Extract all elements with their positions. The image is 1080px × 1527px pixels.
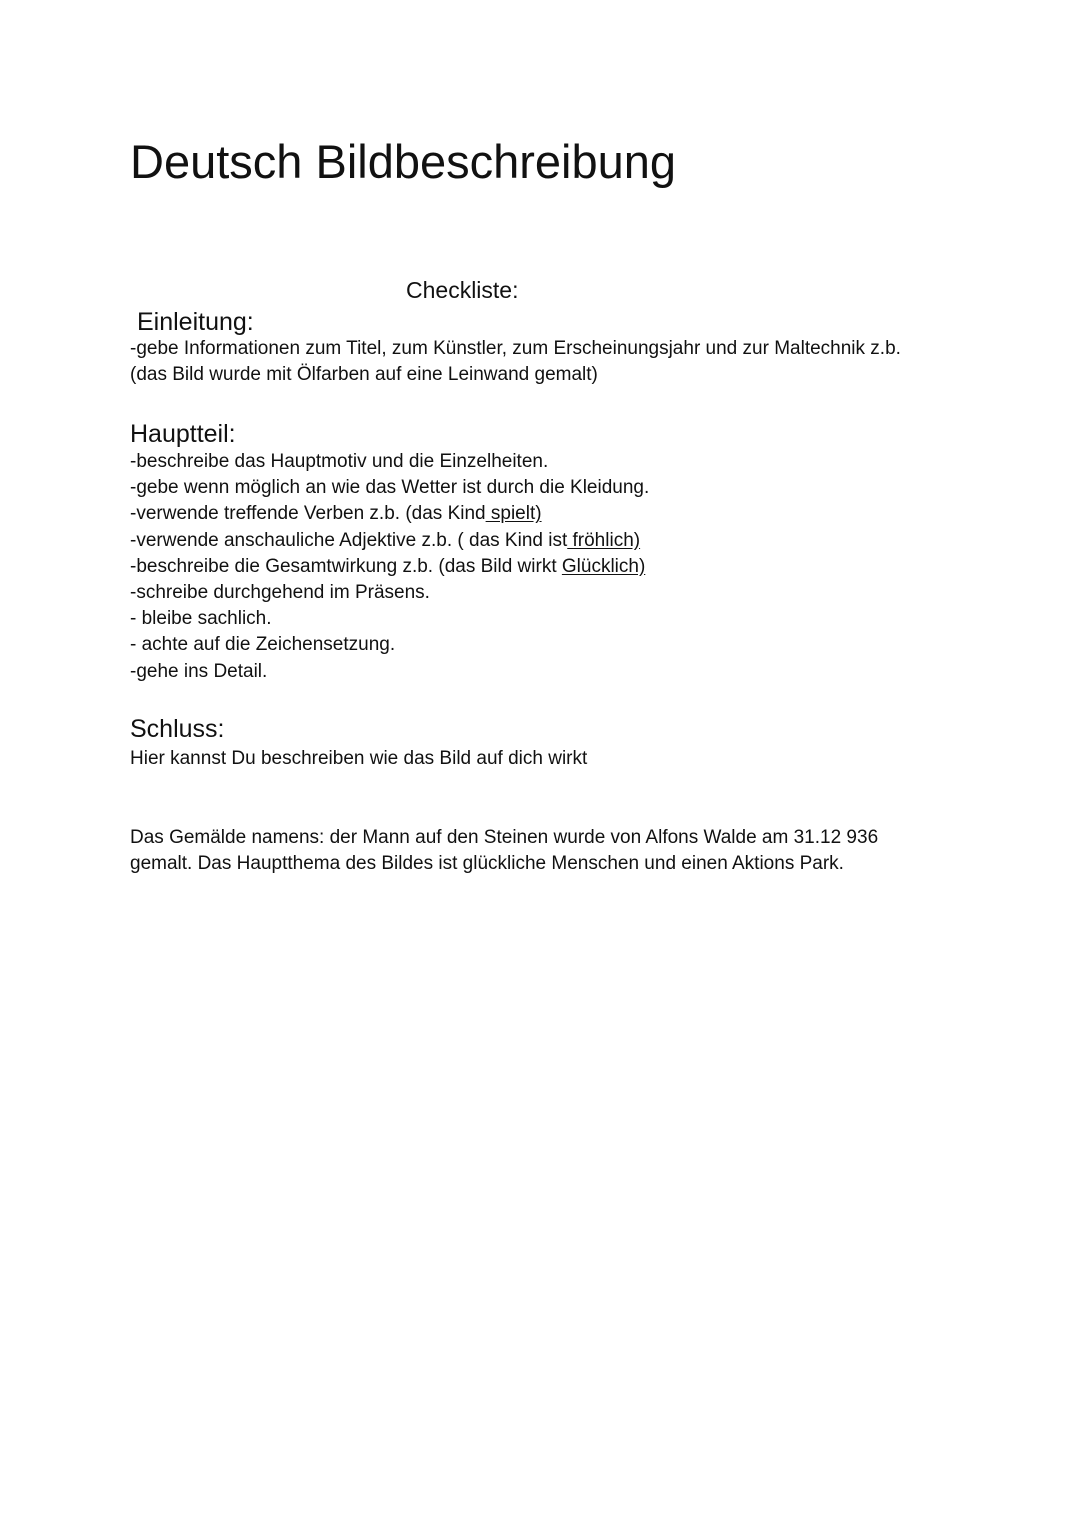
einleitung-line-1: -gebe Informationen zum Titel, zum Künstler, zum Erscheinungsjahr und zur Maltechnik z.b.: [130, 338, 901, 359]
hauptteil-line-3-underlined: spielt): [485, 503, 542, 525]
hauptteil-line-3-text: -verwende treffende Verben z.b. (das Kind: [130, 503, 486, 525]
hauptteil-line-5-text: -beschreibe die Gesamtwirkung z.b. (das Bild wirkt: [130, 555, 562, 577]
hauptteil-line-7: - bleibe sachlich.: [130, 608, 272, 630]
hauptteil-line-2: -gebe wenn möglich an wie das Wetter ist durch die Kleidung.: [130, 477, 650, 499]
hauptteil-line-9: -gehe ins Detail.: [130, 660, 268, 682]
hauptteil-line-6: -schreibe durchgehend im Präsens.: [130, 582, 430, 604]
description-paragraph: [130, 825, 878, 877]
hauptteil-line-4-text: -verwende anschauliche Adjektive z.b. ( das Kind ist: [130, 529, 568, 551]
schluss-heading: Schluss:: [130, 715, 225, 743]
hauptteil-line-8: - achte auf die Zeichensetzung.: [130, 634, 396, 656]
hauptteil-text: [130, 449, 649, 685]
hauptteil-line-5-underlined: Glücklich): [561, 555, 646, 577]
hauptteil-line-4-underlined: fröhlich): [567, 529, 641, 551]
einleitung-line-2: (das Bild wurde mit Ölfarben auf eine Leinwand gemalt): [130, 364, 598, 386]
hauptteil-line-3: [130, 501, 649, 527]
document-title: Deutsch Bildbeschreibung: [130, 135, 677, 188]
checklist-title: Checkliste:: [406, 277, 519, 303]
schluss-text: [130, 746, 587, 772]
paragraph-line-1: Das Gemälde namens: der Mann auf den Steinen wurde von Alfons Walde am 31.12 936: [130, 827, 879, 848]
paragraph-line-2: gemalt. Das Hauptthema des Bildes ist glückliche Menschen und einen Aktions Park.: [130, 853, 844, 875]
einleitung-text: [130, 336, 901, 388]
hauptteil-line-4: [130, 528, 649, 554]
schluss-line: Hier kannst Du beschreiben wie das Bild auf dich wirkt: [130, 748, 588, 769]
hauptteil-line-5: [130, 554, 649, 580]
einleitung-heading: Einleitung:: [137, 308, 254, 336]
hauptteil-heading: Hauptteil:: [130, 420, 236, 448]
hauptteil-line-1: -beschreibe das Hauptmotiv und die Einzelheiten.: [130, 451, 549, 472]
